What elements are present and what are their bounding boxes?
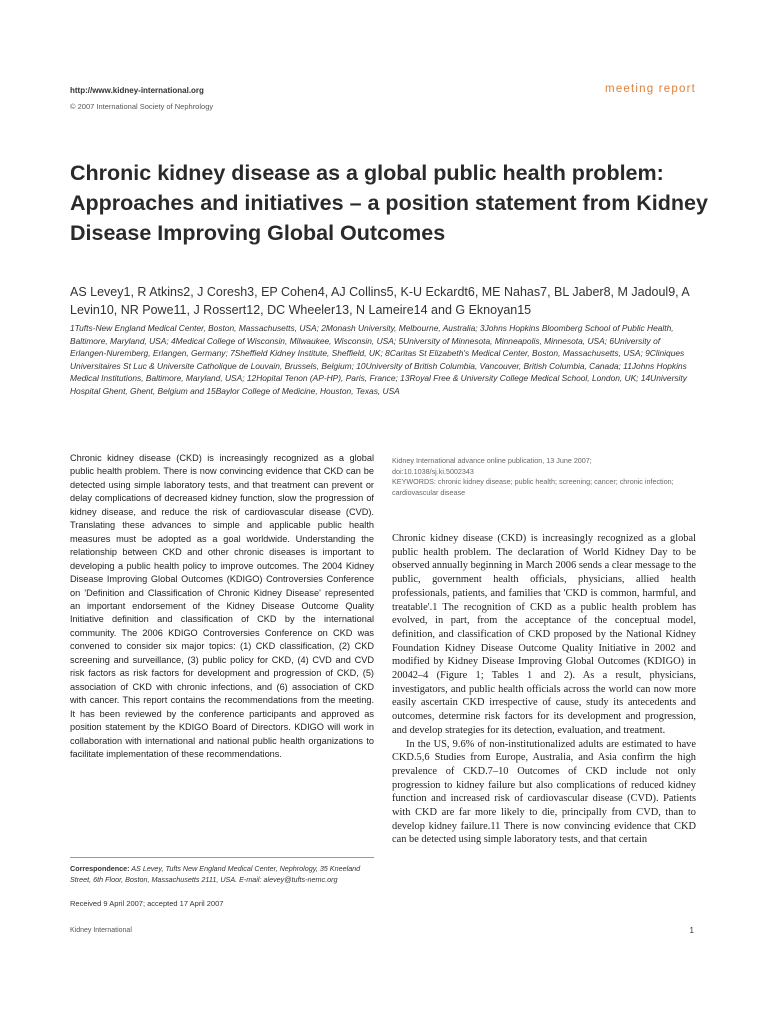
copyright-line: © 2007 International Society of Nephrology [70, 102, 214, 111]
publication-info: Kidney International advance online publication, 13 June 2007; [392, 456, 592, 465]
body-paragraph-2: In the US, 9.6% of non-institutionalized adults are estimated to have CKD.5,6 Studies from Europe, Australia, and Asia confirm the high prevalence of CKD.7–10 Outcomes of CKD include not only progression to kidney failure but also complications of reduced kidney function and increased risk of cardiovascular disease (CVD). Patients with CKD are far more likely to die, principally from CVD, than to develop kidney failure.11 There is now convincing evidence that CKD can be detected using simple laboratory tests, and that certain [392, 738, 696, 846]
page-number: 1 [689, 926, 694, 935]
correspondence [70, 857, 374, 885]
article-title: Chronic kidney disease as a global public health problem: Approaches and initiatives – a position statement from Kidney Disease Improving Global Outcomes [70, 161, 708, 245]
section-label: meeting report [605, 83, 696, 95]
footer-journal-name: Kidney International [70, 927, 132, 934]
correspondence-label: Correspondence: [70, 864, 130, 873]
body-paragraph-1: Chronic kidney disease (CKD) is increasingly recognized as a global public health problem. The declaration of World Kidney Day to be observed annually beginning in March 2006 sends a clear message to the public, government health officials, physicians, allied health professionals, patients, and families that 'CKD is common, harmful, and treatable'.1 The recognition of CKD as a public health problem has evolved, in part, from the acceptance of the conceptual model, definition, and classification of CKD proposed by the National Kidney Foundation Kidney Disease Outcome Quality Initiative in 2002 and modified by Kidney Disease Improving Global Outcomes (KDIGO) in 20042–4 (Figure 1; Tables 1 and 2). As a result, physicians, investigators, and public health officials across the world can now more easily ascertain CKD irrespective of cause, study its antecedents and outcomes, determine risk factors for its development and progression, and develop strategies for its detection, evaluation, and treatment. [392, 533, 696, 736]
author-list: AS Levey1, R Atkins2, J Coresh3, EP Cohen4, AJ Collins5, K-U Eckardt6, ME Nahas7, BL Jaber8, M Jadoul9, A Levin10, NR Powe11, J Rossert12, DC Wheeler13, N Lameire14 and G Eknoyan15 [70, 285, 690, 317]
article-meta [392, 456, 696, 498]
keywords: KEYWORDS: chronic kidney disease; public health; screening; cancer; chronic infection; cardiovascular disease [392, 477, 674, 497]
correspondence-text: AS Levey, Tufts New England Medical Center, Nephrology, 35 Kneeland Street, 6th Floor, Boston, Massachusetts 2111, USA. E-mail: alevey@tufts-nemc.org [70, 864, 361, 884]
body-text [392, 532, 696, 847]
abstract [70, 452, 374, 761]
abstract-text: Chronic kidney disease (CKD) is increasingly recognized as a global public health problem. There is now convincing evidence that CKD can be detected using simple laboratory tests, and that treatment can prevent or delay complications of decreased kidney function, slow the progression of kidney disease, and reduce the risk of cardiovascular disease (CVD). Translating these advances to simple and applicable public health measures must be adopted as a goal worldwide. Understanding the relationship between CKD and other chronic diseases is important to developing a public health policy to improve outcomes. The 2004 Kidney Disease Improving Global Outcomes (KDIGO) Controversies Conference on 'Definition and Classification of Chronic Kidney Disease' represented an important endorsement of the Kidney Disease Outcome Quality Initiative definition and classification of CKD by the international community. The 2006 KDIGO Controversies Conference on CKD was convened to consider six major topics: (1) CKD classification, (2) CKD screening and surveillance, (3) public policy for CKD, (4) CVD and CVD risk factors as risk factors for development and progression of CKD, (5) association of CKD with chronic infections, and (6) association of CKD with cancer. This report contains the recommendations from the meeting. It has been reviewed by the conference participants and approved as position statement by the KDIGO Board of Directors. KDIGO will work in collaboration with international and national public health organizations to facilitate implementation of these recommendations. [70, 453, 374, 759]
affiliations: 1Tufts-New England Medical Center, Boston, Massachusetts, USA; 2Monash University, Melbourne, Australia; 3Johns Hopkins Bloomberg School of Public Health, Baltimore, Maryland, USA; 4Medical College of Wisconsin, Milwaukee, Wisconsin, USA; 5University of Minnesota, Minneapolis, Minnesota, USA; 6University of Erlangen-Nuremberg, Erlangen, Germany; 7Sheffield Kidney Institute, Sheffield, UK; 8Caritas St Elizabeth's Medical Center, Boston, Massachusetts, USA; 9Cliniques Universitaires St Luc & Universite Catholique de Louvain, Brussels, Belgium; 10University of British Columbia, Vancouver, British Columbia, Canada; 11Johns Hopkins Medical Institutions, Baltimore, Maryland, USA; 12Hopital Tenon (AP-HP), Paris, France; 13Royal Free & University College Medical School, London, UK; 14University Hospital Ghent, Ghent, Belgium and 15Baylor College of Medicine, Houston, Texas, USA [70, 323, 687, 396]
received-dates: Received 9 April 2007; accepted 17 April 2007 [70, 899, 224, 908]
journal-url[interactable]: http://www.kidney-international.org [70, 86, 204, 95]
doi[interactable]: doi:10.1038/sj.ki.5002343 [392, 466, 474, 476]
